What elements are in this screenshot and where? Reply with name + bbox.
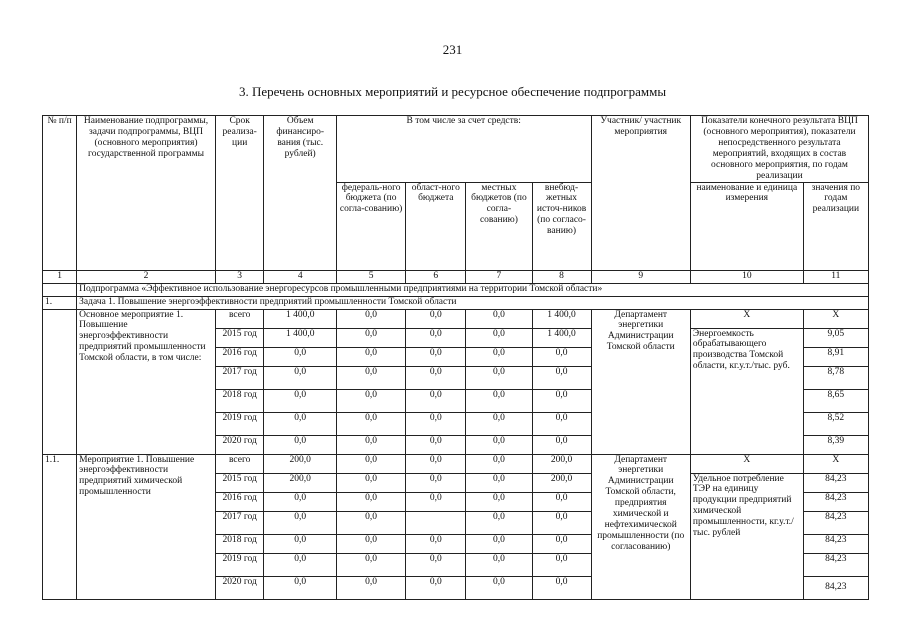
indicator-name-total: X [690, 454, 803, 473]
header-name: Наименование подпрограммы, задачи подпрограммы, ВЦП (основного мероприятия) государственной программы [77, 116, 216, 271]
federal-cell: 0,0 [336, 534, 405, 553]
header-indicator-values: значения по годам реализации [803, 182, 868, 270]
volume-cell: 0,0 [264, 576, 336, 599]
indicator-value-cell: 84,23 [803, 534, 868, 553]
regional-cell: 0,0 [406, 366, 466, 389]
regional-cell: 0,0 [406, 389, 466, 412]
extra-cell: 0,0 [532, 511, 591, 534]
local-cell: 0,0 [466, 553, 532, 576]
indicator-name-cell: Энергоемкость обрабатывающего производства Томской области, кг.у.т./тыс. руб. [690, 328, 803, 454]
volume-cell: 0,0 [264, 511, 336, 534]
federal-cell: 0,0 [336, 412, 405, 435]
federal-cell: 0,0 [336, 366, 405, 389]
col-number: 9 [591, 270, 690, 283]
term-cell: 2016 год [215, 347, 264, 366]
subprogram-title: Подпрограмма «Эффективное использование энергоресурсов промышленными предприятиями на территории Томской области» [77, 283, 869, 296]
column-numbers-row [43, 270, 869, 283]
local-cell: 0,0 [466, 309, 532, 328]
indicator-value-cell: 9,05 [803, 328, 868, 347]
col-number: 4 [264, 270, 336, 283]
indicator-value-cell: X [803, 454, 868, 473]
volume-cell: 0,0 [264, 553, 336, 576]
col-number: 11 [803, 270, 868, 283]
federal-cell: 0,0 [336, 309, 405, 328]
extra-cell: 1 400,0 [532, 328, 591, 347]
local-cell: 0,0 [466, 534, 532, 553]
document-title: 3. Перечень основных мероприятий и ресурсное обеспечение подпрограммы [238, 84, 667, 99]
extra-cell: 0,0 [532, 366, 591, 389]
indicator-value-cell: 84,23 [803, 473, 868, 492]
indicator-value-cell: 8,65 [803, 389, 868, 412]
col-number: 7 [466, 270, 532, 283]
header-indicator-name: наименование и единица измерения [690, 182, 803, 270]
extra-cell: 0,0 [532, 492, 591, 511]
indicator-value-cell: 84,23 [803, 553, 868, 576]
volume-cell: 0,0 [264, 435, 336, 454]
header-including: В том числе за счет средств: [336, 116, 591, 183]
volume-cell: 200,0 [264, 454, 336, 473]
regional-cell: 0,0 [406, 473, 466, 492]
indicator-name-cell: Удельное потребление ТЭР на единицу продукции предприятий химической промышленности, кг.у.т./тыс. рублей [690, 473, 803, 599]
activity-name: Основное мероприятие 1. Повышение энергоэффективности предприятий промышленности Томской области, в том числе: [77, 309, 216, 454]
indicator-value-cell: 8,78 [803, 366, 868, 389]
federal-cell: 0,0 [336, 454, 405, 473]
col-number: 3 [215, 270, 264, 283]
table-row [43, 309, 869, 328]
term-cell: 2017 год [215, 366, 264, 389]
local-cell: 0,0 [466, 412, 532, 435]
federal-cell: 0,0 [336, 347, 405, 366]
task-title: Задача 1. Повышение энергоэффективности предприятий промышленности Томской области [77, 296, 869, 309]
header-regional: област-ного бюджета [406, 182, 466, 270]
local-cell: 0,0 [466, 492, 532, 511]
indicator-value-cell: 84,23 [803, 492, 868, 511]
term-cell: 2017 год [215, 511, 264, 534]
regional-cell: 0,0 [406, 435, 466, 454]
federal-cell: 0,0 [336, 389, 405, 412]
federal-cell: 0,0 [336, 553, 405, 576]
local-cell: 0,0 [466, 576, 532, 599]
local-cell: 0,0 [466, 328, 532, 347]
header-participant: Участник/ участник мероприятия [591, 116, 690, 271]
federal-cell: 0,0 [336, 473, 405, 492]
header-num: № п/п [43, 116, 77, 271]
regional-cell: 0,0 [406, 309, 466, 328]
extra-cell: 0,0 [532, 435, 591, 454]
volume-cell: 0,0 [264, 389, 336, 412]
header-extra: внебюд-жетных источ-ников (по согласо-ванию) [532, 182, 591, 270]
local-cell: 0,0 [466, 347, 532, 366]
term-cell: 2015 год [215, 473, 264, 492]
regional-cell: 0,0 [406, 553, 466, 576]
header-local: местных бюджетов (по согла-сованию) [466, 182, 532, 270]
extra-cell: 0,0 [532, 576, 591, 599]
regional-cell: 0,0 [406, 454, 466, 473]
header-indicators: Показатели конечного результата ВЦП (основного мероприятия), показатели непосредственного результата мероприятий, входящих в состав основного мероприятия, по годам реализации [690, 116, 868, 183]
volume-cell: 0,0 [264, 412, 336, 435]
volume-cell: 1 400,0 [264, 328, 336, 347]
term-cell: 2018 год [215, 534, 264, 553]
indicator-value-cell: 84,23 [803, 576, 868, 599]
term-cell: 2015 год [215, 328, 264, 347]
extra-cell: 0,0 [532, 534, 591, 553]
col-number: 2 [77, 270, 216, 283]
col-number: 10 [690, 270, 803, 283]
extra-cell: 0,0 [532, 553, 591, 576]
col-number: 8 [532, 270, 591, 283]
indicator-value-cell: 84,23 [803, 511, 868, 534]
extra-cell: 0,0 [532, 389, 591, 412]
extra-cell: 200,0 [532, 454, 591, 473]
col-number: 1 [43, 270, 77, 283]
extra-cell: 0,0 [532, 412, 591, 435]
federal-cell: 0,0 [336, 492, 405, 511]
regional-cell: 0,0 [406, 347, 466, 366]
term-cell: 2019 год [215, 412, 264, 435]
extra-cell: 200,0 [532, 473, 591, 492]
regional-cell: 0,0 [406, 412, 466, 435]
term-cell: 2018 год [215, 389, 264, 412]
header-volume: Объем финансиро-вания (тыс. рублей) [264, 116, 336, 271]
extra-cell: 1 400,0 [532, 309, 591, 328]
activities-table [42, 115, 869, 600]
term-cell: 2020 год [215, 576, 264, 599]
local-cell: 0,0 [466, 389, 532, 412]
volume-cell: 200,0 [264, 473, 336, 492]
term-cell: 2019 год [215, 553, 264, 576]
local-cell: 0,0 [466, 473, 532, 492]
extra-cell: 0,0 [532, 347, 591, 366]
volume-cell: 1 400,0 [264, 309, 336, 328]
term-cell: 2020 год [215, 435, 264, 454]
volume-cell: 0,0 [264, 534, 336, 553]
regional-cell: 0,0 [406, 534, 466, 553]
row-number: 1.1. [43, 454, 77, 599]
federal-cell: 0,0 [336, 511, 405, 534]
volume-cell: 0,0 [264, 366, 336, 389]
local-cell: 0,0 [466, 435, 532, 454]
participant-cell: Департамент энергетики Администрации Томской области, предприятия химической и нефтехимической промышленности (по согласованию) [591, 454, 690, 599]
activity-name: Мероприятие 1. Повышение энергоэффективности предприятий химической промышленности [77, 454, 216, 599]
participant-cell: Департамент энергетики Администрации Томской области [591, 309, 690, 454]
term-cell: всего [215, 309, 264, 328]
federal-cell: 0,0 [336, 435, 405, 454]
row-number [43, 309, 77, 454]
federal-cell: 0,0 [336, 328, 405, 347]
indicator-name-total: X [690, 309, 803, 328]
regional-cell: 0,0 [406, 576, 466, 599]
col-number: 6 [406, 270, 466, 283]
indicator-value-cell: X [803, 309, 868, 328]
term-cell: всего [215, 454, 264, 473]
table-row [43, 454, 869, 473]
volume-cell: 0,0 [264, 492, 336, 511]
indicator-value-cell: 8,39 [803, 435, 868, 454]
header-federal: федераль-ного бюджета (по согла-сованию) [336, 182, 405, 270]
indicator-value-cell: 8,52 [803, 412, 868, 435]
col-number: 5 [336, 270, 405, 283]
page-number: 231 [442, 42, 463, 57]
task-number: 1. [43, 296, 77, 309]
federal-cell: 0,0 [336, 576, 405, 599]
task-row [43, 296, 869, 309]
subprogram-row [43, 283, 869, 296]
volume-cell: 0,0 [264, 347, 336, 366]
header-term: Срок реализа-ции [215, 116, 264, 271]
local-cell: 0,0 [466, 366, 532, 389]
local-cell: 0,0 [466, 511, 532, 534]
term-cell: 2016 год [215, 492, 264, 511]
local-cell: 0,0 [466, 454, 532, 473]
regional-cell: 0,0 [406, 492, 466, 511]
regional-cell: 0,0 [406, 328, 466, 347]
indicator-value-cell: 8,91 [803, 347, 868, 366]
regional-cell [406, 511, 466, 534]
